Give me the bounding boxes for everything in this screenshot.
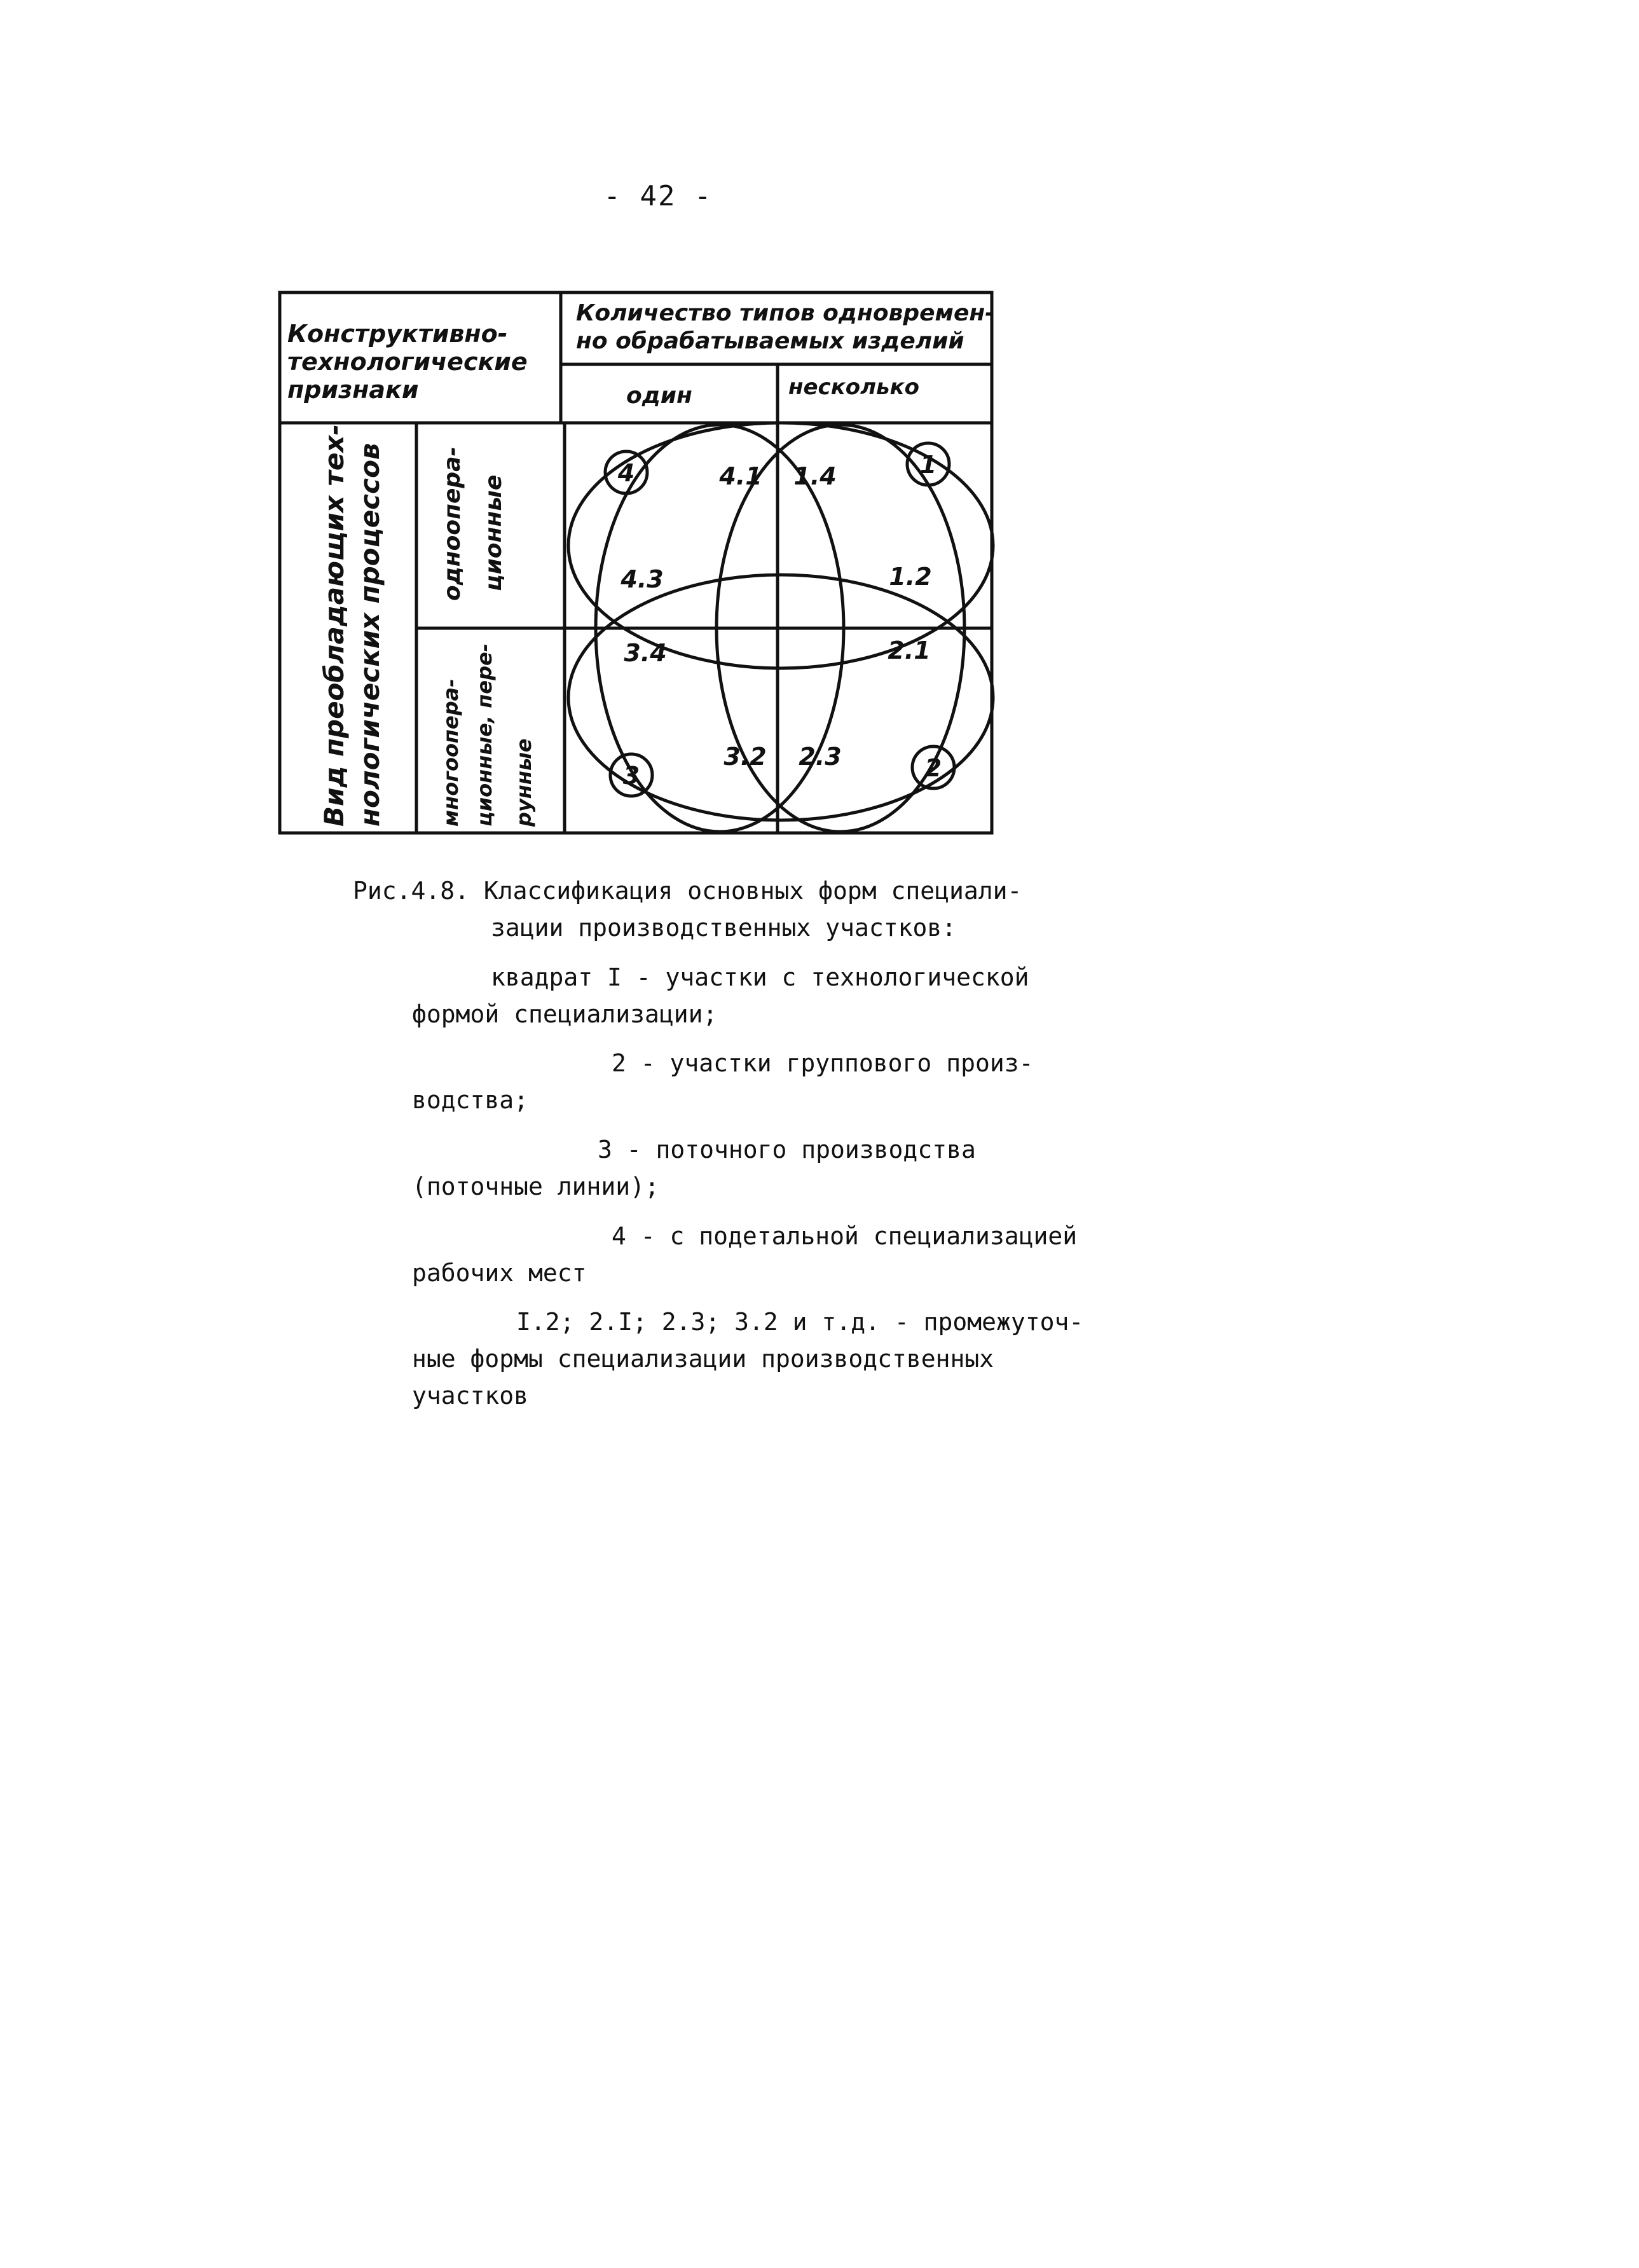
caption-line-5: 2 - участки группового произ-: [612, 1049, 1034, 1077]
caption-line-9: 4 - с подетальной специализацией: [612, 1222, 1078, 1250]
label-4-3: 4.3: [621, 565, 664, 593]
label-q1: 1: [919, 451, 937, 479]
caption-line-11: I.2; 2.I; 2.3; 3.2 и т.д. - промежуточ-: [516, 1308, 1084, 1336]
caption-line-8: (поточные линии);: [412, 1172, 659, 1200]
label-2-1: 2.1: [888, 636, 931, 664]
caption-line-1: Рис.4.8. Классификация основных форм специали-: [353, 877, 1022, 905]
label-q2: 2: [924, 754, 942, 782]
label-4-1: 4.1: [719, 462, 762, 490]
caption-line-4: формой специализации;: [412, 1000, 718, 1028]
corner-label-line3: признаки: [287, 376, 419, 404]
classification-diagram: [0, 0, 1639, 852]
column-one-label: один: [626, 383, 692, 409]
row-multi-line2: ционные, пере-: [472, 643, 497, 827]
label-1-4: 1.4: [793, 462, 837, 490]
caption-line-10: рабочих мест: [412, 1259, 587, 1287]
caption-line-3: квадрат I - участки с технологической: [491, 963, 1029, 991]
label-2-3: 2.3: [799, 743, 842, 771]
caption-line-13: участков: [412, 1382, 529, 1410]
page-number: - 42 -: [603, 180, 713, 212]
caption-line-2: зации производственных участков:: [491, 914, 957, 942]
corner-label-line1: Конструктивно-: [287, 320, 508, 348]
row-single-line2: ционные: [481, 474, 507, 591]
label-1-2: 1.2: [889, 563, 932, 591]
label-q3: 3: [622, 762, 640, 790]
caption-line-12: ные формы специализации производственных: [412, 1345, 994, 1373]
row-multi-line3: рунные: [512, 738, 536, 827]
left-outer-line1: Вид преобладающих тех-: [319, 424, 350, 827]
label-3-2: 3.2: [723, 743, 767, 771]
column-several-label: несколько: [788, 375, 919, 400]
label-q4: 4: [617, 459, 635, 487]
left-outer-line2: нологических процессов: [354, 443, 385, 827]
caption-line-7: 3 - поточного производства: [598, 1136, 976, 1164]
corner-label-line2: технологические: [287, 348, 528, 376]
label-3-4: 3.4: [624, 639, 667, 667]
top-header-line2: но обрабатываемых изделий: [576, 328, 964, 354]
caption-line-6: водства;: [412, 1086, 529, 1114]
row-multi-line1: многоопера-: [439, 678, 463, 827]
row-single-line1: одноопера-: [439, 446, 465, 601]
top-header-line1: Количество типов одновремен-: [576, 300, 995, 326]
